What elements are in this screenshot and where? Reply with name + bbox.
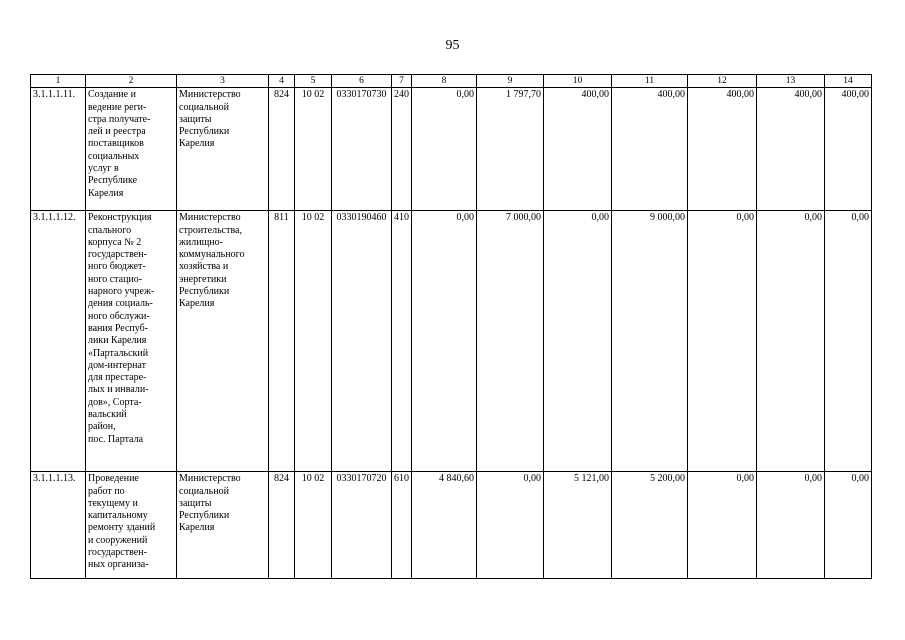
cell-text-line: Министерство: [179, 473, 241, 485]
cell-text-line: Создание и: [88, 89, 136, 101]
cell-text-line: Карелия: [88, 187, 124, 199]
col-header: 8: [412, 75, 477, 88]
row-code: 3.1.1.1.12.: [31, 211, 86, 472]
cell-text-line: ремонту зданий: [88, 522, 156, 534]
row-name: [86, 211, 177, 472]
cell-text-line: энергетики: [179, 273, 227, 285]
cell-c4: 824: [269, 88, 295, 211]
header-row: [31, 75, 872, 88]
cell-text-line: Республики: [179, 286, 230, 298]
cell-text-line: текущему и: [88, 497, 138, 509]
col-header: 14: [825, 75, 872, 88]
cell-text-line: строительства,: [179, 224, 242, 236]
cell-text-line: Республике: [88, 175, 138, 187]
cell-text-line: поставщиков: [88, 138, 144, 150]
cell-text-line: ных организа-: [88, 559, 149, 571]
cell-text-line: вальский: [88, 409, 127, 421]
cell-text-line: район,: [88, 421, 116, 433]
cell-text-line: дом-интернат: [88, 359, 146, 371]
cell-c5: 10 02: [295, 211, 332, 472]
row-code: 3.1.1.1.13.: [31, 472, 86, 579]
cell-c9: 0,00: [477, 472, 544, 579]
cell-text-line: нарного учреж-: [88, 286, 155, 298]
col-header: 6: [332, 75, 392, 88]
row-organization: [177, 472, 269, 579]
col-header: 3: [177, 75, 269, 88]
cell-c4: 811: [269, 211, 295, 472]
row-organization: [177, 211, 269, 472]
cell-text-line: спального: [88, 224, 132, 236]
cell-c12: 0,00: [688, 211, 757, 472]
table-row: [31, 472, 872, 579]
col-header: 11: [612, 75, 688, 88]
row-organization: [177, 88, 269, 211]
cell-c13: 400,00: [757, 88, 825, 211]
cell-c13: 0,00: [757, 472, 825, 579]
row-name: [86, 472, 177, 579]
cell-text-line: работ по: [88, 485, 125, 497]
cell-c8: 0,00: [412, 211, 477, 472]
cell-c14: 400,00: [825, 88, 872, 211]
cell-text-line: жилищно-: [179, 236, 223, 248]
cell-text-line: Реконструкция: [88, 212, 152, 224]
program-table: [30, 74, 872, 579]
cell-text-line: дов», Сорта-: [88, 396, 142, 408]
col-header: 4: [269, 75, 295, 88]
cell-c6: 0330190460: [332, 211, 392, 472]
cell-text-line: пос. Партала: [88, 433, 144, 445]
row-name: [86, 88, 177, 211]
cell-text-line: Карелия: [179, 522, 215, 534]
cell-c7: 240: [392, 88, 412, 211]
cell-text-line: лых и инвали-: [88, 384, 149, 396]
cell-text-line: для престаре-: [88, 372, 147, 384]
cell-c6: 0330170720: [332, 472, 392, 579]
cell-text-line: ного стацио-: [88, 273, 143, 285]
cell-c7: 410: [392, 211, 412, 472]
cell-text-line: Проведение: [88, 473, 139, 485]
col-header: 2: [86, 75, 177, 88]
cell-c4: 824: [269, 472, 295, 579]
cell-text-line: хозяйства и: [179, 261, 229, 273]
row-code: 3.1.1.1.11.: [31, 88, 86, 211]
cell-text-line: ведение реги-: [88, 101, 147, 113]
cell-c13: 0,00: [757, 211, 825, 472]
col-header: 5: [295, 75, 332, 88]
cell-text-line: социальной: [179, 101, 229, 113]
cell-text-line: и сооружений: [88, 534, 148, 546]
col-header: 1: [31, 75, 86, 88]
cell-text-line: социальной: [179, 485, 229, 497]
page-number: 95: [445, 38, 460, 53]
cell-text-line: ного обслужи-: [88, 310, 150, 322]
cell-c8: 0,00: [412, 88, 477, 211]
cell-c10: 400,00: [544, 88, 612, 211]
cell-text-line: услуг в: [88, 163, 119, 175]
col-header: 9: [477, 75, 544, 88]
cell-c7: 610: [392, 472, 412, 579]
cell-text-line: вания Респуб-: [88, 322, 149, 334]
cell-text-line: коммунального: [179, 249, 245, 261]
cell-c12: 400,00: [688, 88, 757, 211]
col-header: 13: [757, 75, 825, 88]
cell-text-line: Министерство: [179, 212, 241, 224]
cell-text-line: стра получате-: [88, 113, 151, 125]
cell-c8: 4 840,60: [412, 472, 477, 579]
cell-text-line: корпуса № 2: [88, 236, 142, 248]
cell-c11: 5 200,00: [612, 472, 688, 579]
table-row: [31, 211, 872, 472]
cell-c5: 10 02: [295, 472, 332, 579]
cell-text-line: ного бюджет-: [88, 261, 146, 273]
cell-c11: 400,00: [612, 88, 688, 211]
cell-c9: 7 000,00: [477, 211, 544, 472]
cell-text-line: государствен-: [88, 249, 147, 261]
table-row: [31, 88, 872, 211]
cell-text-line: лей и реестра: [88, 126, 146, 138]
cell-text-line: капитальному: [88, 510, 148, 522]
cell-c10: 5 121,00: [544, 472, 612, 579]
cell-c9: 1 797,70: [477, 88, 544, 211]
cell-text-line: социальных: [88, 150, 140, 162]
cell-c10: 0,00: [544, 211, 612, 472]
cell-text-line: «Партальский: [88, 347, 149, 359]
cell-text-line: Карелия: [179, 298, 215, 310]
cell-c14: 0,00: [825, 472, 872, 579]
col-header: 7: [392, 75, 412, 88]
cell-c12: 0,00: [688, 472, 757, 579]
cell-c5: 10 02: [295, 88, 332, 211]
cell-text-line: государствен-: [88, 547, 147, 559]
cell-text-line: Карелия: [179, 138, 215, 150]
cell-c6: 0330170730: [332, 88, 392, 211]
cell-text-line: защиты: [179, 497, 212, 509]
cell-c11: 9 000,00: [612, 211, 688, 472]
col-header: 10: [544, 75, 612, 88]
cell-text-line: Министерство: [179, 89, 241, 101]
cell-text-line: дения социаль-: [88, 298, 153, 310]
cell-text-line: Республики: [179, 126, 230, 138]
cell-text-line: Республики: [179, 510, 230, 522]
cell-c14: 0,00: [825, 211, 872, 472]
cell-text-line: лики Карелия: [88, 335, 147, 347]
cell-text-line: защиты: [179, 113, 212, 125]
col-header: 12: [688, 75, 757, 88]
